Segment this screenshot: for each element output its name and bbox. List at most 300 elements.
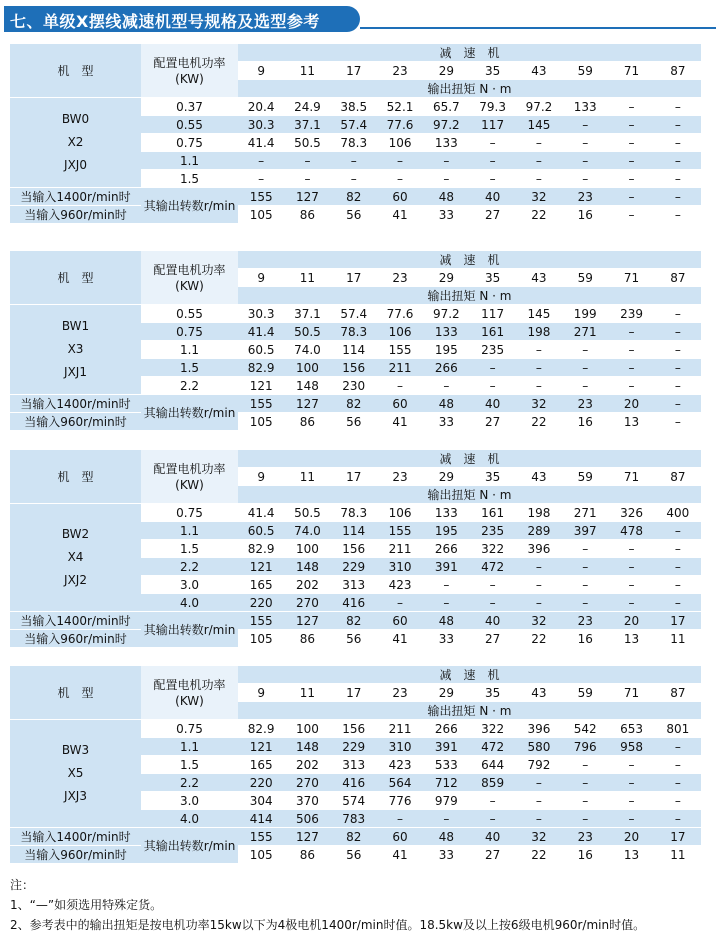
torque-cell: – bbox=[423, 810, 469, 828]
output-speed-label: 其输出转数r/min bbox=[141, 828, 238, 864]
ratio-cell: 23 bbox=[377, 269, 423, 287]
torque-cell: – bbox=[377, 170, 423, 188]
speed-cell: 155 bbox=[238, 612, 284, 630]
torque-cell: 416 bbox=[331, 774, 377, 792]
torque-cell: – bbox=[516, 594, 562, 612]
model-name: BW1 bbox=[61, 319, 90, 333]
torque-cell: – bbox=[655, 792, 701, 810]
torque-cell: – bbox=[655, 738, 701, 756]
ratio-cell: 43 bbox=[516, 468, 562, 486]
torque-cell: 979 bbox=[423, 792, 469, 810]
torque-cell: 100 bbox=[284, 359, 330, 377]
torque-cell: – bbox=[655, 576, 701, 594]
power-cell: 4.0 bbox=[141, 594, 238, 612]
speed-cell: 27 bbox=[469, 846, 515, 864]
torque-cell: – bbox=[655, 305, 701, 323]
torque-cell: 198 bbox=[516, 323, 562, 341]
speed-cell: 23 bbox=[562, 395, 608, 413]
speed-cell: – bbox=[655, 188, 701, 206]
torque-cell: 239 bbox=[608, 305, 654, 323]
speed-cell: 56 bbox=[331, 846, 377, 864]
ratio-cell: 87 bbox=[655, 684, 701, 702]
speed-cell: 22 bbox=[516, 206, 562, 224]
note-item: 2、参考表中的输出扭矩是按电机功率15kw以下为4极电机1400r/min时值。18.5kw及以上按6级电机960r/min时值。 bbox=[10, 918, 646, 932]
torque-cell: – bbox=[284, 170, 330, 188]
torque-cell: 161 bbox=[469, 504, 515, 522]
torque-cell: 97.2 bbox=[423, 116, 469, 134]
header-power: 配置电机功率(KW) bbox=[141, 44, 238, 98]
header-model: 机 型 bbox=[10, 666, 141, 720]
ratio-cell: 35 bbox=[469, 62, 515, 80]
torque-cell: – bbox=[655, 359, 701, 377]
ratio-cell: 9 bbox=[238, 269, 284, 287]
torque-cell: 156 bbox=[331, 540, 377, 558]
torque-cell: – bbox=[469, 359, 515, 377]
torque-cell: 74.0 bbox=[284, 522, 330, 540]
ratio-cell: 9 bbox=[238, 684, 284, 702]
header-power: 配置电机功率(KW) bbox=[141, 666, 238, 720]
torque-cell: 79.3 bbox=[469, 98, 515, 116]
torque-cell: 60.5 bbox=[238, 341, 284, 359]
ratio-cell: 59 bbox=[562, 62, 608, 80]
ratio-cell: 35 bbox=[469, 468, 515, 486]
torque-cell: 644 bbox=[469, 756, 515, 774]
speed-cell: 127 bbox=[284, 612, 330, 630]
torque-cell: – bbox=[516, 810, 562, 828]
model-name: BW2 bbox=[61, 527, 90, 541]
speed-cell: 32 bbox=[516, 188, 562, 206]
torque-cell: – bbox=[331, 152, 377, 170]
ratio-cell: 29 bbox=[423, 468, 469, 486]
torque-cell: – bbox=[516, 558, 562, 576]
power-cell: 2.2 bbox=[141, 558, 238, 576]
speed-row-1400 bbox=[10, 612, 701, 630]
speed-cell: 27 bbox=[469, 630, 515, 648]
torque-cell: 796 bbox=[562, 738, 608, 756]
torque-cell: – bbox=[608, 792, 654, 810]
torque-cell: 78.3 bbox=[331, 323, 377, 341]
ratio-cell: 43 bbox=[516, 684, 562, 702]
torque-cell: 65.7 bbox=[423, 98, 469, 116]
torque-cell: 121 bbox=[238, 738, 284, 756]
torque-cell: – bbox=[655, 594, 701, 612]
torque-cell: 195 bbox=[423, 341, 469, 359]
torque-cell: 133 bbox=[423, 504, 469, 522]
title-bar bbox=[4, 6, 360, 32]
ratio-cell: 35 bbox=[469, 269, 515, 287]
speed-cell: 23 bbox=[562, 188, 608, 206]
torque-cell: 391 bbox=[423, 558, 469, 576]
torque-cell: – bbox=[655, 341, 701, 359]
header-model: 机 型 bbox=[10, 251, 141, 305]
torque-cell: 121 bbox=[238, 558, 284, 576]
torque-cell: 145 bbox=[516, 305, 562, 323]
table-row bbox=[10, 98, 701, 116]
speed-row-1400 bbox=[10, 828, 701, 846]
model-cell bbox=[10, 720, 141, 828]
torque-cell: 20.4 bbox=[238, 98, 284, 116]
title-underline bbox=[360, 27, 716, 29]
torque-cell: 313 bbox=[331, 576, 377, 594]
torque-cell: 38.5 bbox=[331, 98, 377, 116]
torque-cell: – bbox=[608, 116, 654, 134]
speed-cell: 155 bbox=[238, 188, 284, 206]
torque-cell: 117 bbox=[469, 305, 515, 323]
torque-cell: 801 bbox=[655, 720, 701, 738]
model-name: X4 bbox=[67, 550, 84, 564]
model-name: X3 bbox=[67, 342, 84, 356]
torque-cell: 41.4 bbox=[238, 323, 284, 341]
torque-cell: 958 bbox=[608, 738, 654, 756]
speed-cell: 48 bbox=[423, 828, 469, 846]
ratio-cell: 9 bbox=[238, 62, 284, 80]
torque-cell: 106 bbox=[377, 323, 423, 341]
power-cell: 1.1 bbox=[141, 522, 238, 540]
torque-cell: 57.4 bbox=[331, 116, 377, 134]
speed-label-1400: 当输入1400r/min时 bbox=[10, 188, 141, 206]
header-torque: 输出扭矩 N · m bbox=[238, 80, 701, 98]
model-name: JXJ1 bbox=[64, 365, 87, 379]
torque-cell: – bbox=[562, 774, 608, 792]
model-name: BW3 bbox=[61, 743, 90, 757]
speed-cell: 127 bbox=[284, 188, 330, 206]
torque-cell: – bbox=[562, 810, 608, 828]
torque-cell: 313 bbox=[331, 756, 377, 774]
torque-cell: – bbox=[655, 152, 701, 170]
torque-cell: – bbox=[238, 170, 284, 188]
speed-cell: 22 bbox=[516, 846, 562, 864]
torque-cell: – bbox=[608, 558, 654, 576]
torque-cell: – bbox=[377, 377, 423, 395]
torque-cell: 82.9 bbox=[238, 540, 284, 558]
power-cell: 0.37 bbox=[141, 98, 238, 116]
speed-row-960 bbox=[10, 846, 701, 864]
torque-cell: 211 bbox=[377, 720, 423, 738]
speed-cell: 16 bbox=[562, 846, 608, 864]
torque-cell: 198 bbox=[516, 504, 562, 522]
torque-cell: 60.5 bbox=[238, 522, 284, 540]
speed-cell: 33 bbox=[423, 206, 469, 224]
torque-cell: 289 bbox=[516, 522, 562, 540]
torque-cell: 229 bbox=[331, 558, 377, 576]
torque-cell: 792 bbox=[516, 756, 562, 774]
torque-cell: 114 bbox=[331, 341, 377, 359]
speed-label-960: 当输入960r/min时 bbox=[10, 846, 141, 864]
torque-cell: 37.1 bbox=[284, 305, 330, 323]
torque-cell: 82.9 bbox=[238, 359, 284, 377]
power-cell: 0.55 bbox=[141, 116, 238, 134]
model-name: X5 bbox=[67, 766, 84, 780]
speed-cell: 16 bbox=[562, 413, 608, 431]
speed-cell: 86 bbox=[284, 846, 330, 864]
torque-cell: – bbox=[562, 341, 608, 359]
speed-label-960: 当输入960r/min时 bbox=[10, 206, 141, 224]
ratio-cell: 11 bbox=[284, 62, 330, 80]
torque-cell: – bbox=[469, 377, 515, 395]
model-cell bbox=[10, 305, 141, 395]
torque-cell: 370 bbox=[284, 792, 330, 810]
speed-cell: 11 bbox=[655, 846, 701, 864]
torque-cell: 117 bbox=[469, 116, 515, 134]
torque-cell: 148 bbox=[284, 377, 330, 395]
torque-cell: 202 bbox=[284, 756, 330, 774]
header-model: 机 型 bbox=[10, 44, 141, 98]
torque-cell: 74.0 bbox=[284, 341, 330, 359]
speed-cell: 60 bbox=[377, 828, 423, 846]
power-cell: 2.2 bbox=[141, 774, 238, 792]
torque-cell: 121 bbox=[238, 377, 284, 395]
header-reducer: 减 速 机 bbox=[238, 666, 701, 684]
torque-cell: – bbox=[469, 170, 515, 188]
torque-cell: 156 bbox=[331, 720, 377, 738]
torque-cell: 397 bbox=[562, 522, 608, 540]
speed-cell: 23 bbox=[562, 612, 608, 630]
torque-cell: 155 bbox=[377, 522, 423, 540]
speed-cell: 155 bbox=[238, 828, 284, 846]
speed-cell: 41 bbox=[377, 630, 423, 648]
ratio-cell: 11 bbox=[284, 684, 330, 702]
speed-label-960: 当输入960r/min时 bbox=[10, 413, 141, 431]
torque-cell: 472 bbox=[469, 558, 515, 576]
header-torque: 输出扭矩 N · m bbox=[238, 486, 701, 504]
torque-cell: 580 bbox=[516, 738, 562, 756]
model-name: BW0 bbox=[61, 112, 90, 126]
torque-cell: 322 bbox=[469, 720, 515, 738]
ratio-cell: 59 bbox=[562, 684, 608, 702]
torque-cell: 77.6 bbox=[377, 305, 423, 323]
speed-cell: 86 bbox=[284, 206, 330, 224]
torque-cell: – bbox=[377, 810, 423, 828]
torque-cell: – bbox=[516, 377, 562, 395]
torque-cell: 30.3 bbox=[238, 305, 284, 323]
torque-cell: 391 bbox=[423, 738, 469, 756]
header-power: 配置电机功率(KW) bbox=[141, 450, 238, 504]
torque-cell: – bbox=[608, 540, 654, 558]
torque-cell: 653 bbox=[608, 720, 654, 738]
speed-cell: 13 bbox=[608, 630, 654, 648]
torque-cell: 50.5 bbox=[284, 134, 330, 152]
torque-cell: 106 bbox=[377, 134, 423, 152]
header-reducer: 减 速 机 bbox=[238, 450, 701, 468]
ratio-cell: 87 bbox=[655, 468, 701, 486]
torque-cell: 414 bbox=[238, 810, 284, 828]
torque-cell: – bbox=[655, 170, 701, 188]
torque-cell: 270 bbox=[284, 594, 330, 612]
torque-cell: 266 bbox=[423, 720, 469, 738]
torque-cell: 78.3 bbox=[331, 504, 377, 522]
ratio-cell: 43 bbox=[516, 62, 562, 80]
torque-cell: – bbox=[516, 152, 562, 170]
torque-cell: – bbox=[655, 116, 701, 134]
model-name: JXJ3 bbox=[64, 789, 87, 803]
torque-cell: 574 bbox=[331, 792, 377, 810]
torque-cell: – bbox=[608, 594, 654, 612]
torque-cell: – bbox=[562, 558, 608, 576]
torque-cell: 77.6 bbox=[377, 116, 423, 134]
torque-cell: 326 bbox=[608, 504, 654, 522]
ratio-cell: 23 bbox=[377, 684, 423, 702]
torque-cell: 97.2 bbox=[423, 305, 469, 323]
speed-cell: 41 bbox=[377, 846, 423, 864]
torque-cell: – bbox=[655, 540, 701, 558]
speed-cell: 32 bbox=[516, 395, 562, 413]
speed-label-1400: 当输入1400r/min时 bbox=[10, 612, 141, 630]
torque-cell: – bbox=[423, 152, 469, 170]
ratio-cell: 9 bbox=[238, 468, 284, 486]
speed-cell: 105 bbox=[238, 206, 284, 224]
power-cell: 1.1 bbox=[141, 341, 238, 359]
notes-heading: 注： bbox=[10, 878, 35, 892]
torque-cell: – bbox=[608, 341, 654, 359]
speed-cell: 60 bbox=[377, 188, 423, 206]
torque-cell: – bbox=[562, 756, 608, 774]
torque-cell: 271 bbox=[562, 504, 608, 522]
header-reducer: 减 速 机 bbox=[238, 44, 701, 62]
output-speed-label: 其输出转数r/min bbox=[141, 612, 238, 648]
torque-cell: 41.4 bbox=[238, 504, 284, 522]
speed-cell: 16 bbox=[562, 630, 608, 648]
header-model: 机 型 bbox=[10, 450, 141, 504]
speed-cell: 86 bbox=[284, 630, 330, 648]
power-cell: 1.5 bbox=[141, 756, 238, 774]
speed-cell: 127 bbox=[284, 828, 330, 846]
speed-cell: 17 bbox=[655, 828, 701, 846]
ratio-cell: 29 bbox=[423, 62, 469, 80]
speed-cell: 60 bbox=[377, 612, 423, 630]
torque-cell: – bbox=[284, 152, 330, 170]
torque-cell: – bbox=[516, 774, 562, 792]
speed-label-1400: 当输入1400r/min时 bbox=[10, 828, 141, 846]
speed-cell: 60 bbox=[377, 395, 423, 413]
speed-cell: – bbox=[655, 413, 701, 431]
torque-cell: – bbox=[516, 170, 562, 188]
note-item: 1、“—”如须选用特殊定货。 bbox=[10, 898, 163, 912]
torque-cell: 322 bbox=[469, 540, 515, 558]
speed-cell: 40 bbox=[469, 828, 515, 846]
torque-cell: – bbox=[562, 792, 608, 810]
torque-cell: – bbox=[608, 359, 654, 377]
torque-cell: 712 bbox=[423, 774, 469, 792]
torque-cell: – bbox=[469, 152, 515, 170]
table-row bbox=[10, 720, 701, 738]
header-torque: 输出扭矩 N · m bbox=[238, 287, 701, 305]
speed-cell: 56 bbox=[331, 206, 377, 224]
speed-cell: 23 bbox=[562, 828, 608, 846]
speed-cell: 17 bbox=[655, 612, 701, 630]
power-cell: 1.5 bbox=[141, 359, 238, 377]
ratio-cell: 17 bbox=[331, 468, 377, 486]
torque-cell: 78.3 bbox=[331, 134, 377, 152]
ratio-cell: 29 bbox=[423, 269, 469, 287]
speed-cell: 32 bbox=[516, 612, 562, 630]
speed-cell: 20 bbox=[608, 828, 654, 846]
torque-cell: – bbox=[562, 116, 608, 134]
spec-table bbox=[10, 251, 701, 431]
torque-cell: 57.4 bbox=[331, 305, 377, 323]
torque-cell: – bbox=[562, 359, 608, 377]
torque-cell: – bbox=[562, 152, 608, 170]
table-row bbox=[10, 305, 701, 323]
torque-cell: 230 bbox=[331, 377, 377, 395]
model-name: JXJ0 bbox=[64, 158, 87, 172]
torque-cell: 106 bbox=[377, 504, 423, 522]
torque-cell: 114 bbox=[331, 522, 377, 540]
speed-cell: 40 bbox=[469, 395, 515, 413]
torque-cell: 145 bbox=[516, 116, 562, 134]
torque-cell: – bbox=[608, 323, 654, 341]
torque-cell: 266 bbox=[423, 359, 469, 377]
speed-cell: 105 bbox=[238, 413, 284, 431]
torque-cell: – bbox=[608, 810, 654, 828]
torque-cell: – bbox=[377, 594, 423, 612]
torque-cell: 37.1 bbox=[284, 116, 330, 134]
power-cell: 4.0 bbox=[141, 810, 238, 828]
torque-cell: – bbox=[655, 522, 701, 540]
speed-cell: 22 bbox=[516, 630, 562, 648]
ratio-cell: 11 bbox=[284, 269, 330, 287]
speed-cell: 82 bbox=[331, 395, 377, 413]
torque-cell: 195 bbox=[423, 522, 469, 540]
speed-row-960 bbox=[10, 630, 701, 648]
speed-cell: 48 bbox=[423, 612, 469, 630]
torque-cell: – bbox=[655, 558, 701, 576]
torque-cell: – bbox=[608, 98, 654, 116]
torque-cell: – bbox=[655, 810, 701, 828]
torque-cell: 416 bbox=[331, 594, 377, 612]
speed-cell: 11 bbox=[655, 630, 701, 648]
page-title: 七、单级X摆线减速机型号规格及选型参考 bbox=[10, 12, 320, 31]
torque-cell: – bbox=[608, 152, 654, 170]
torque-cell: 41.4 bbox=[238, 134, 284, 152]
speed-cell: 40 bbox=[469, 612, 515, 630]
power-cell: 1.5 bbox=[141, 170, 238, 188]
speed-cell: – bbox=[655, 206, 701, 224]
torque-cell: 533 bbox=[423, 756, 469, 774]
speed-cell: 155 bbox=[238, 395, 284, 413]
torque-cell: 211 bbox=[377, 540, 423, 558]
torque-cell: – bbox=[423, 377, 469, 395]
header-torque: 输出扭矩 N · m bbox=[238, 702, 701, 720]
ratio-cell: 29 bbox=[423, 684, 469, 702]
torque-cell: 423 bbox=[377, 756, 423, 774]
ratio-cell: 71 bbox=[608, 62, 654, 80]
speed-cell: 32 bbox=[516, 828, 562, 846]
torque-cell: 220 bbox=[238, 594, 284, 612]
power-cell: 1.5 bbox=[141, 540, 238, 558]
torque-cell: 133 bbox=[423, 323, 469, 341]
ratio-cell: 17 bbox=[331, 684, 377, 702]
speed-cell: 82 bbox=[331, 828, 377, 846]
torque-cell: 133 bbox=[423, 134, 469, 152]
header-power: 配置电机功率(KW) bbox=[141, 251, 238, 305]
header-row bbox=[10, 450, 701, 468]
torque-cell: 155 bbox=[377, 341, 423, 359]
speed-cell: 127 bbox=[284, 395, 330, 413]
torque-cell: – bbox=[562, 377, 608, 395]
torque-cell: 396 bbox=[516, 720, 562, 738]
spec-table bbox=[10, 666, 701, 864]
torque-cell: 133 bbox=[562, 98, 608, 116]
torque-cell: 400 bbox=[655, 504, 701, 522]
torque-cell: – bbox=[562, 576, 608, 594]
power-cell: 3.0 bbox=[141, 576, 238, 594]
ratio-cell: 71 bbox=[608, 269, 654, 287]
torque-cell: – bbox=[655, 134, 701, 152]
speed-row-960 bbox=[10, 206, 701, 224]
speed-label-960: 当输入960r/min时 bbox=[10, 630, 141, 648]
speed-cell: 20 bbox=[608, 395, 654, 413]
torque-cell: 271 bbox=[562, 323, 608, 341]
